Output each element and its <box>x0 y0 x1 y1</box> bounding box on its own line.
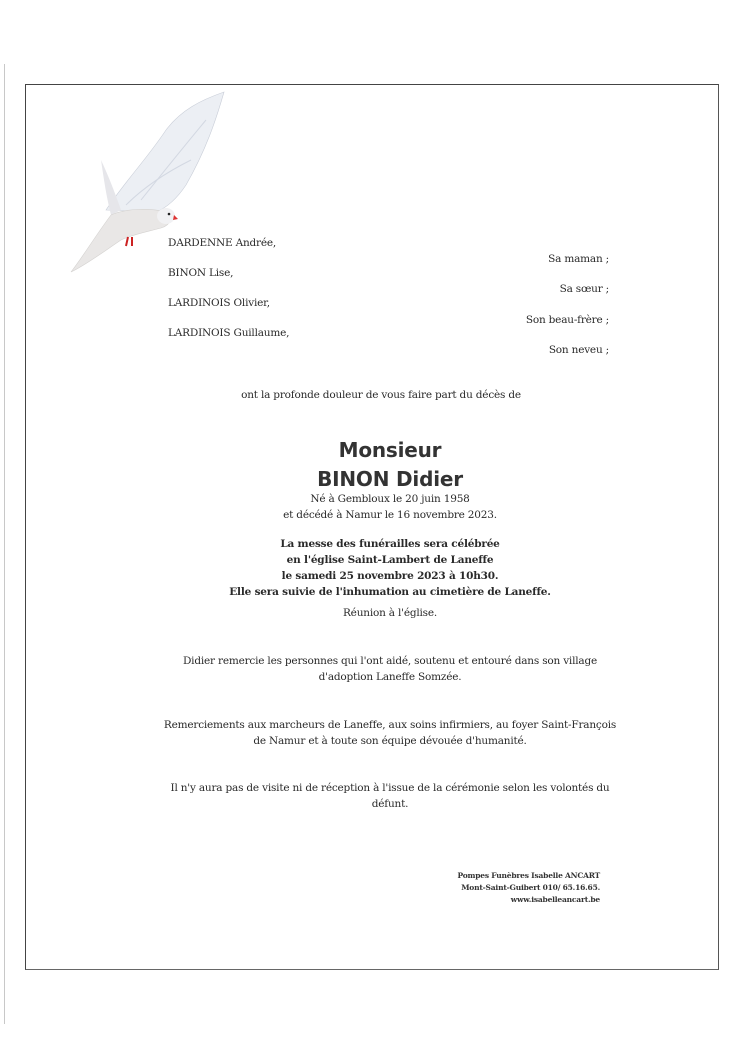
family-member-relation: Son neveu ; <box>548 344 609 356</box>
funeral-home-website: www.isabelleancart.be <box>510 895 600 904</box>
family-member-name: LARDINOIS Guillaume, <box>168 327 290 339</box>
deceased-name: BINON Didier <box>317 467 463 491</box>
funeral-home-phone: Mont-Saint-Guibert 010/ 65.16.65. <box>461 883 600 892</box>
thanks-line: Remerciements aux marcheurs de Laneffe, aux soins infirmiers, au foyer Saint-François <box>163 719 617 731</box>
note-line: Il n'y aura pas de visite ni de réception à l'issue de la cérémonie selon les volontés du <box>170 782 610 794</box>
thanks-line: Didier remercie les personnes qui l'ont aidé, soutenu et entouré dans son village <box>182 655 598 667</box>
ceremony-line: Elle sera suivie de l'inhumation au cimetière de Laneffe. <box>229 586 551 598</box>
ceremony-line: en l'église Saint-Lambert de Laneffe <box>286 554 494 566</box>
family-member-relation: Sa maman ; <box>548 253 609 265</box>
gathering-info: Réunion à l'église. <box>342 607 438 619</box>
note-line: défunt. <box>371 798 409 810</box>
dove-icon <box>66 90 236 280</box>
scan-edge <box>4 64 5 1024</box>
family-member-relation: Son beau-frère ; <box>525 314 609 326</box>
deceased-title: Monsieur <box>338 438 442 462</box>
family-member-name: DARDENNE Andrée, <box>168 237 277 249</box>
intro-text: ont la profonde douleur de vous faire part du décès de <box>241 389 521 401</box>
birth-info: Né à Gembloux le 20 juin 1958 <box>310 493 470 505</box>
family-member-relation: Sa sœur ; <box>559 283 609 295</box>
funeral-home-name: Pompes Funèbres Isabelle ANCART <box>457 871 600 880</box>
family-member-name: BINON Lise, <box>168 267 234 279</box>
ceremony-line: La messe des funérailles sera célébrée <box>280 538 500 550</box>
death-info: et décédé à Namur le 16 novembre 2023. <box>283 509 497 521</box>
family-member-name: LARDINOIS Olivier, <box>168 297 270 309</box>
ceremony-line: le samedi 25 novembre 2023 à 10h30. <box>281 570 499 582</box>
thanks-line: de Namur et à toute son équipe dévouée d'humanité. <box>253 735 527 747</box>
thanks-line: d'adoption Laneffe Somzée. <box>318 671 462 683</box>
